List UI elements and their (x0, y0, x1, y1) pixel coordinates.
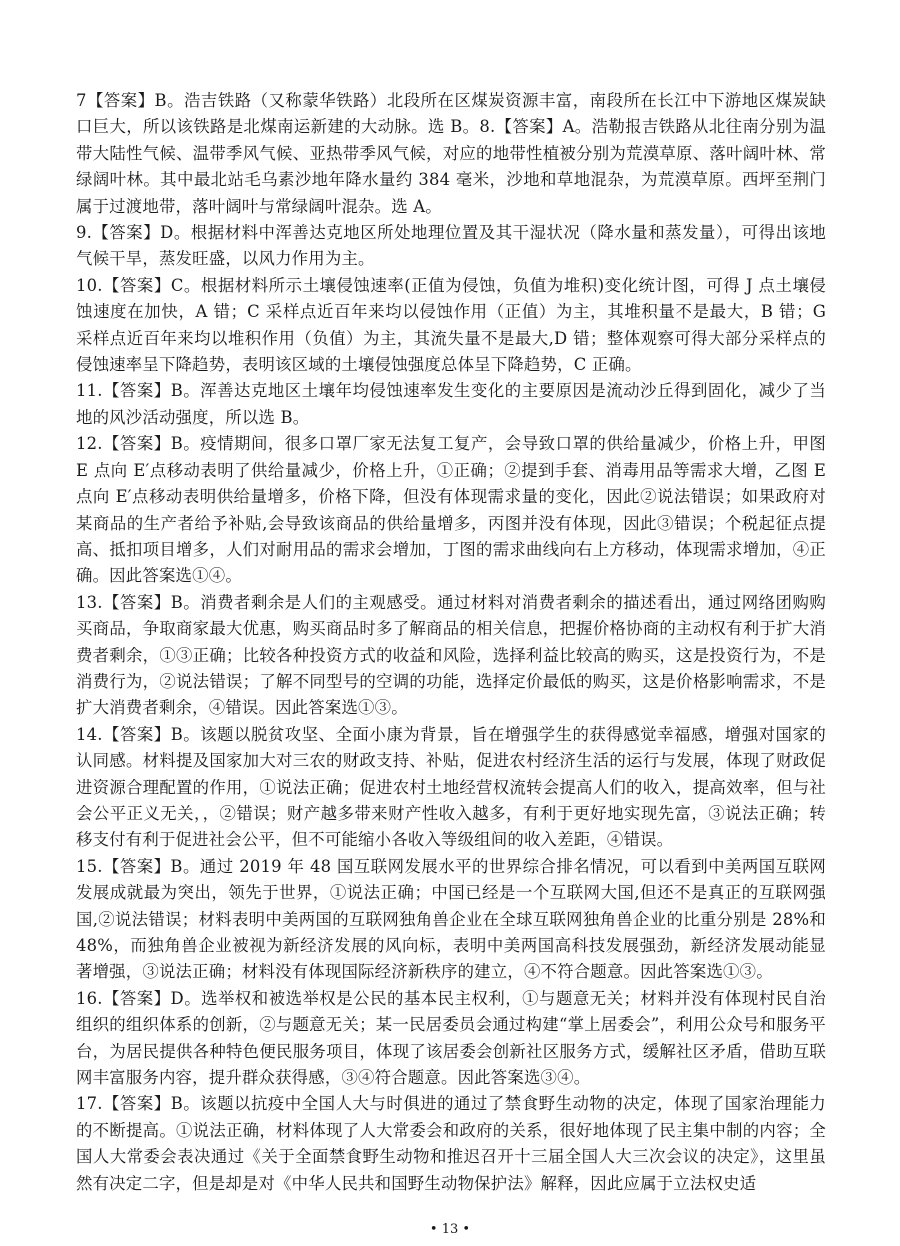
answer-13: 13.【答案】B。消费者剩余是人们的主观感受。通过材料对消费者剩余的描述看出，通过网络团购购买商品，争取商家最大优惠，购买商品时多了解商品的相关信息，把握价格协商的主动权有利于扩大消费者剩余，①③正确；比较各种投资方式的收益和风险，选择利益比较高的购买，这是投资行为，不是消费行为，②说法错误；了解不同型号的空调的功能，选择定价最低的购买，这是价格影响需求，不是扩大消费者剩余，④错误。因此答案选①③。 (76, 592, 826, 718)
answer-15: 15.【答案】B。通过 2019 年 48 国互联网发展水平的世界综合排名情况，可以看到中美两国互联网发展成就最为突出，领先于世界，①说法正确；中国已经是一个互联网大国,但还不是真正的互联网强国,②说法错误；材料表明中美两国的互联网独角兽企业在全球互联网独角兽企业的比重分别是 28%和 48%，而独角兽企业被视为新经济发展的风向标，表明中美两国高科技发展强劲，新经济发展动能显著增强，③说法正确；材料没有体现国际经济新秩序的建立，④不符合题意。因此答案选①③。 (76, 856, 826, 982)
answer-9: 9.【答案】D。根据材料中浑善达克地区所处地理位置及其干湿状况（降水量和蒸发量），可得出该地气候干旱，蒸发旺盛，以风力作用为主。 (76, 223, 826, 269)
answer-10: 10.【答案】C。根据材料所示土壤侵蚀速率(正值为侵蚀，负值为堆积)变化统计图，可得 J 点土壤侵蚀速度在加快，A 错；C 采样点近百年来均以侵蚀作用（正值）为主，其堆积量不是最大，B 错；G 采样点近百年来均以堆积作用（负值）为主，其流失量不是最大,D 错；整体观察可得大部分采样点的侵蚀速率呈下降趋势，表明该区域的土壤侵蚀强度总体呈下降趋势，C 正确。 (76, 275, 826, 375)
answer-12: 12.【答案】B。疫情期间，很多口罩厂家无法复工复产，会导致口罩的供给量减少，价格上升，甲图 E 点向 E′点移动表明了供给量减少，价格上升，①正确；②提到手套、消毒用品等需求大增，乙图 E 点向 E′点移动表明供给量增多，价格下降，但没有体现需求量的变化，因此②说法错误；如果政府对某商品的生产者给予补贴,会导致该商品的供给量增多，丙图并没有体现，因此③错误；个税起征点提高、抵扣项目增多，人们对耐用品的需求会增加，丁图的需求曲线向右上方移动，体现需求增加，④正确。因此答案选①④。 (76, 434, 826, 586)
answer-16: 16.【答案】D。选举权和被选举权是公民的基本民主权利，①与题意无关；材料并没有体现村民自治组织的组织体系的创新，②与题意无关；某一民居委员会通过构建“掌上居委会”，利用公众号和服务平台，为居民提供各种特色便民服务项目，体现了该居委会创新社区服务方式，缓解社区矛盾，借助互联网丰富服务内容，提升群众获得感，③④符合题意。因此答案选③④。 (76, 988, 826, 1088)
answer-text-body (76, 88, 826, 1197)
answer-7-8: 7【答案】B。浩吉铁路（又称蒙华铁路）北段所在区煤炭资源丰富，南段所在长江中下游地区煤炭缺口巨大，所以该铁路是北煤南运新建的大动脉。选 B。8.【答案】A。浩勒报吉铁路从北往南分别为温带大陆性气候、温带季风气候、亚热带季风气候，对应的地带性植被分别为荒漠草原、落叶阔叶林、常绿阔叶林。其中最北站毛乌素沙地年降水量约 384 毫米，沙地和草地混杂，为荒漠草原。西坪至荆门属于过渡地带，落叶阔叶与常绿阔叶混杂。选 A。 (76, 91, 826, 216)
page-number: • 13 • (429, 1222, 471, 1237)
answer-17: 17.【答案】B。该题以抗疫中全国人大与时俱进的通过了禁食野生动物的决定，体现了国家治理能力的不断提高。①说法正确，材料体现了人大常委会和政府的关系，很好地体现了民主集中制的内容；全国人大常委会表决通过《关于全面禁食野生动物和推迟召开十三届全国人大三次会议的决定》，这里虽然有决定二字，但是却是对《中华人民共和国野生动物保护法》解释，因此应属于立法权史适 (76, 1094, 826, 1193)
answer-14: 14.【答案】B。该题以脱贫攻坚、全面小康为背景，旨在增强学生的获得感觉幸福感，增强对国家的认同感。材料提及国家加大对三农的财政支持、补贴，促进农村经济生活的运行与发展，体现了财政促进资源合理配置的作用，①说法正确；促进农村土地经营权流转会提高人们的收入，提高效率，但与社会公平正义无关，，②错误；财产越多带来财产性收入越多，有利于更好地实现先富，③说法正确；转移支付有利于促进社会公平，但不可能缩小各收入等级组间的收入差距，④错误。 (76, 724, 826, 850)
answer-11: 11.【答案】B。浑善达克地区土壤年均侵蚀速率发生变化的主要原因是流动沙丘得到固化，减少了当地的风沙活动强度，所以选 B。 (76, 381, 826, 427)
